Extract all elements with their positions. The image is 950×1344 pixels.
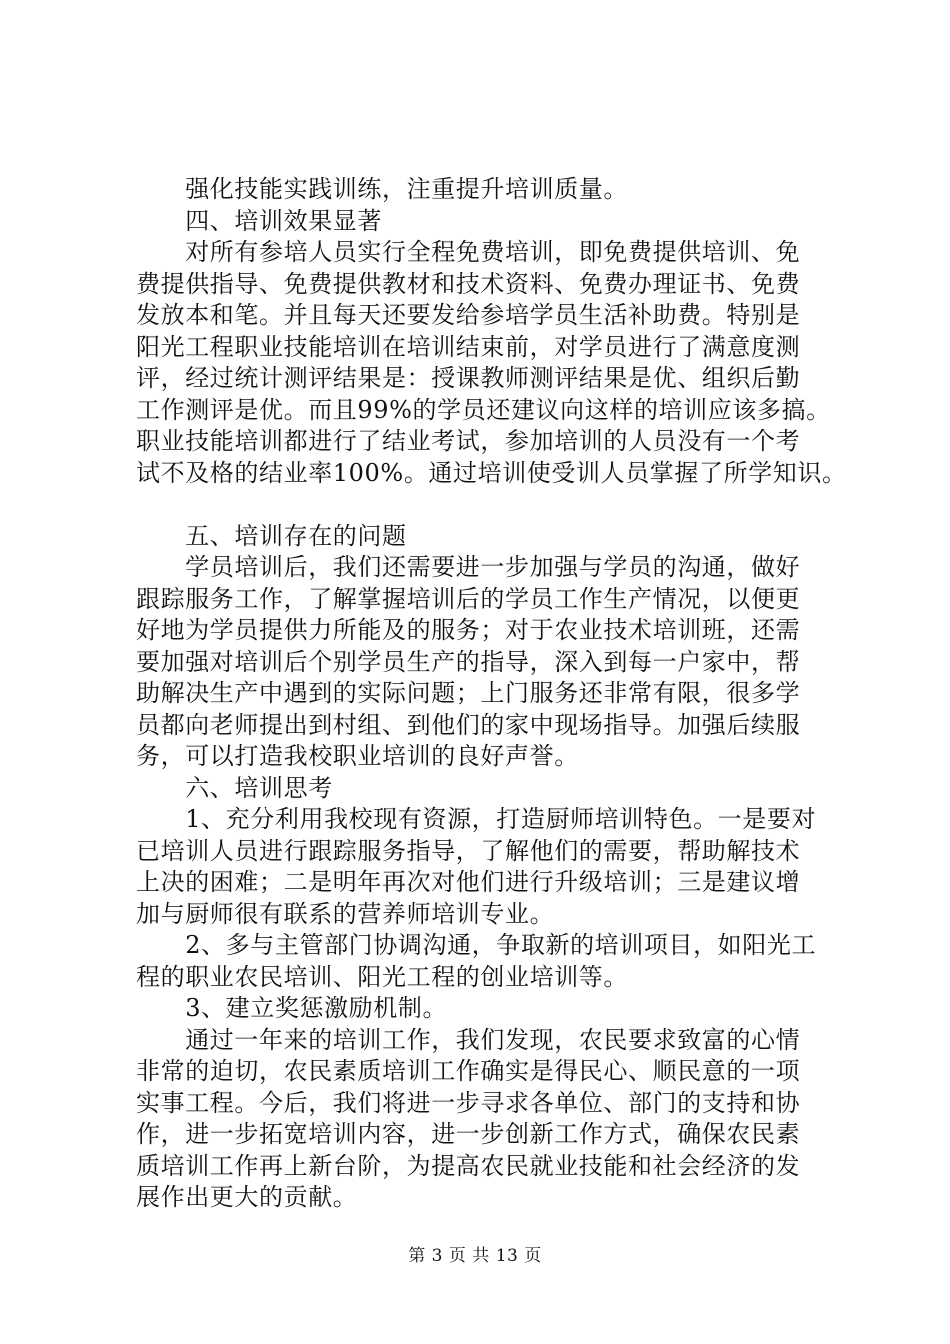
text-line: 1、充分利用我校现有资源，打造厨师培训特色。一是要对 xyxy=(136,805,817,833)
document-body xyxy=(136,174,847,1214)
text-line: 程的职业农民培训、阳光工程的创业培训等。 xyxy=(136,962,628,991)
text-line: 2、多与主管部门协调沟通，争取新的培训项目，如阳光工 xyxy=(136,931,817,959)
text-line: 作，进一步拓宽培训内容，进一步创新工作方式，确保农民素 xyxy=(136,1120,801,1148)
text-line: 费提供指导、免费提供教材和技术资料、免费办理证书、免费 xyxy=(136,269,801,298)
text-line: 学员培训后，我们还需要进一步加强与学员的沟通，做好 xyxy=(136,553,801,581)
section-heading-5: 五、培训存在的问题 xyxy=(136,521,407,550)
text-line: 评，经过统计测评结果是：授课教师测评结果是优、组织后勤 xyxy=(136,364,801,392)
text-line: 发放本和笔。并且每天还要发给参培学员生活补助费。特别是 xyxy=(136,301,801,329)
text-line: 3、建立奖惩激励机制。 xyxy=(136,994,448,1022)
text-line: 通过一年来的培训工作，我们发现，农民要求致富的心情 xyxy=(136,1025,801,1054)
text-line: 质培训工作再上新台阶，为提高农民就业技能和社会经济的发 xyxy=(136,1151,801,1180)
blank-line xyxy=(136,489,836,521)
text-line: 已培训人员进行跟踪服务指导，了解他们的需要，帮助解技术 xyxy=(136,836,801,865)
page-number-footer: 第 3 页 共 13 页 xyxy=(408,1246,542,1266)
text-line: 员都向老师提出到村组、到他们的家中现场指导。加强后续服 xyxy=(136,710,801,739)
text-line: 加与厨师很有联系的营养师培训专业。 xyxy=(136,899,555,928)
section-heading-6: 六、培训思考 xyxy=(136,773,333,802)
text-line: 务，可以打造我校职业培训的良好声誉。 xyxy=(136,742,579,770)
section-heading-4: 四、培训效果显著 xyxy=(136,206,382,235)
text-line: 助解决生产中遇到的实际问题；上门服务还非常有限，很多学 xyxy=(136,679,801,707)
text-line: 展作出更大的贡献。 xyxy=(136,1183,358,1211)
text-line: 非常的迫切，农民素质培训工作确实是得民心、顺民意的一项 xyxy=(136,1057,801,1085)
text-line: 工作测评是优。而且99%的学员还建议向这样的培训应该多搞。 xyxy=(136,395,831,424)
text-line: 好地为学员提供力所能及的服务；对于农业技术培训班，还需 xyxy=(136,616,801,644)
text-line: 对所有参培人员实行全程免费培训，即免费提供培训、免 xyxy=(136,238,801,266)
text-line: 强化技能实践训练，注重提升培训质量。 xyxy=(136,175,628,203)
text-line: 跟踪服务工作，了解掌握培训后的学员工作生产情况，以便更 xyxy=(136,584,801,613)
text-line: 上决的困难；二是明年再次对他们进行升级培训；三是建议增 xyxy=(136,868,801,896)
text-line: 实事工程。今后，我们将进一步寻求各单位、部门的支持和协 xyxy=(136,1088,801,1117)
text-line: 要加强对培训后个别学员生产的指导，深入到每一户家中，帮 xyxy=(136,647,801,676)
text-line: 职业技能培训都进行了结业考试，参加培训的人员没有一个考 xyxy=(136,427,801,455)
text-line: 试不及格的结业率100%。通过培训使受训人员掌握了所学知识。 xyxy=(136,458,847,487)
text-line: 阳光工程职业技能培训在培训结束前，对学员进行了满意度测 xyxy=(136,332,801,361)
